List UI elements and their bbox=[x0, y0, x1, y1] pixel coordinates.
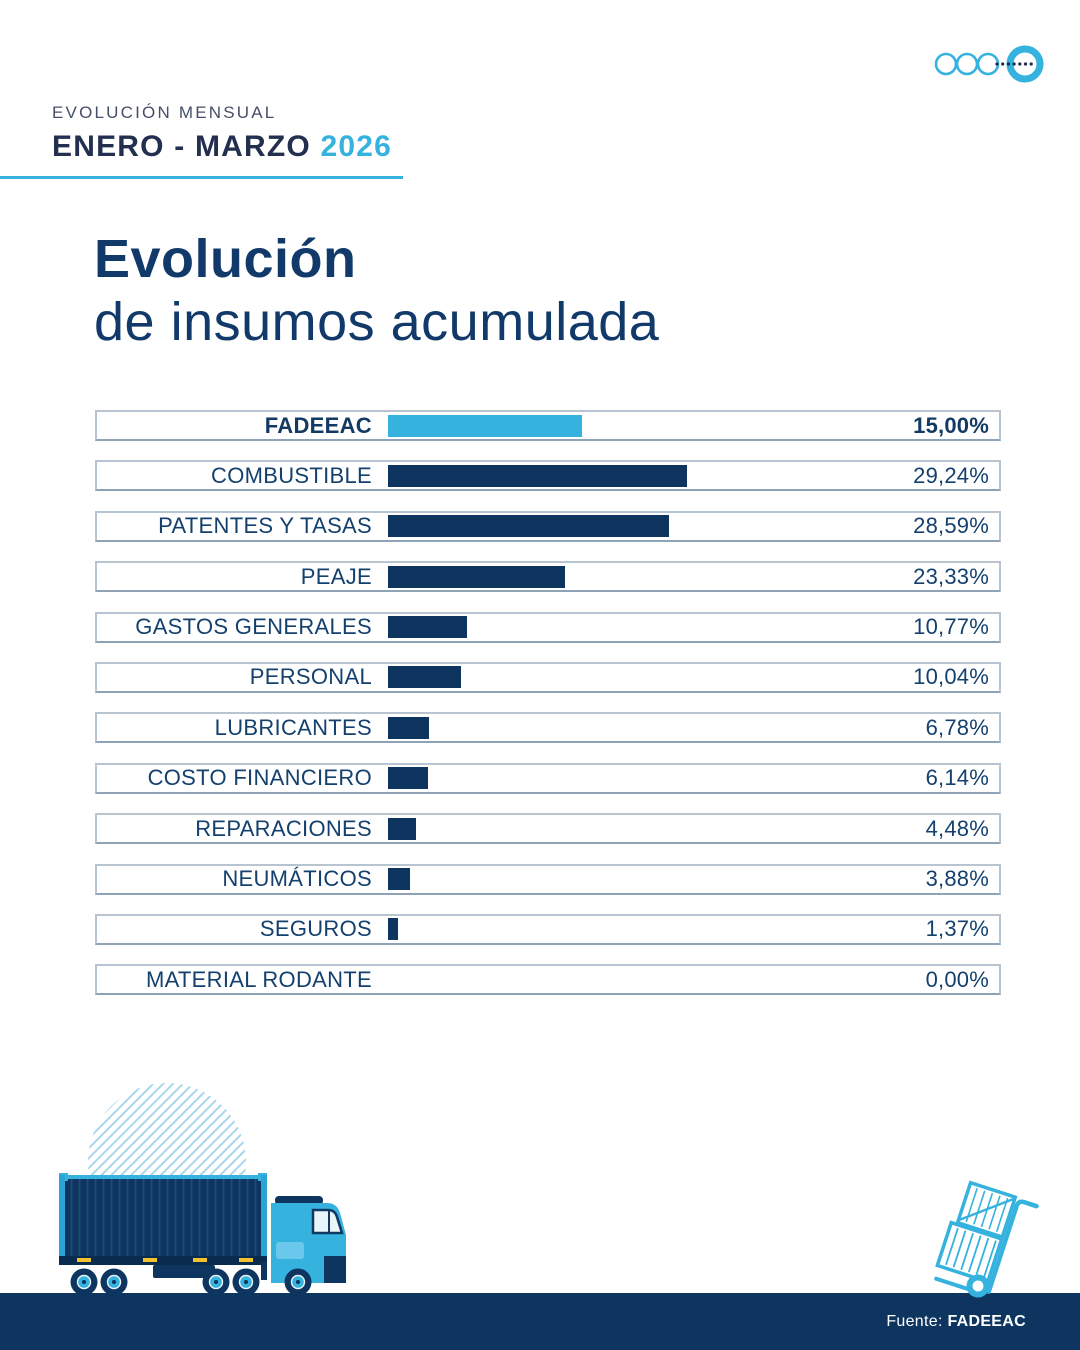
category-label: PATENTES Y TASAS bbox=[158, 513, 372, 539]
category-label: SEGUROS bbox=[259, 916, 372, 942]
bar bbox=[388, 717, 429, 739]
category-label: PERSONAL bbox=[249, 664, 372, 690]
value-label: 29,24% bbox=[913, 462, 989, 488]
period-heading bbox=[52, 130, 392, 164]
bar bbox=[388, 818, 416, 840]
value-label: 6,14% bbox=[925, 765, 989, 791]
bar bbox=[388, 767, 428, 789]
bar bbox=[388, 666, 461, 688]
value-label: 1,37% bbox=[925, 916, 989, 942]
bar bbox=[388, 515, 669, 537]
period-range: ENERO - MARZO bbox=[52, 130, 311, 163]
bar bbox=[388, 616, 467, 638]
page-title bbox=[94, 228, 659, 354]
source-text bbox=[886, 1313, 1026, 1331]
fadeeac-logo-icon bbox=[920, 40, 1060, 90]
truck-illustration bbox=[25, 1072, 365, 1298]
value-label: 15,00% bbox=[913, 412, 989, 438]
kicker-text: EVOLUCIÓN MENSUAL bbox=[52, 103, 277, 122]
value-label: 3,88% bbox=[925, 866, 989, 892]
accent-underline bbox=[0, 176, 403, 179]
chart-row bbox=[95, 914, 1001, 945]
category-label: NEUMÁTICOS bbox=[222, 866, 372, 892]
trailer-container bbox=[59, 1173, 267, 1280]
handtruck-icon bbox=[920, 1168, 1060, 1308]
category-label: LUBRICANTES bbox=[214, 714, 372, 740]
bar-chart bbox=[95, 410, 1001, 1015]
chart-row bbox=[95, 813, 1001, 844]
chart-row bbox=[95, 460, 1001, 491]
category-label: MATERIAL RODANTE bbox=[145, 966, 372, 992]
period-year: 2026 bbox=[320, 130, 393, 163]
title-line2: de insumos acumulada bbox=[94, 292, 660, 352]
source-label: Fuente: bbox=[886, 1312, 943, 1330]
bar bbox=[388, 868, 410, 890]
footer-bar bbox=[0, 1293, 1080, 1350]
category-label: COSTO FINANCIERO bbox=[147, 765, 372, 791]
chart-row bbox=[95, 410, 1001, 441]
bar bbox=[388, 566, 565, 588]
chart-row bbox=[95, 864, 1001, 895]
value-label: 6,78% bbox=[925, 714, 989, 740]
source-value: FADEEAC bbox=[947, 1312, 1026, 1330]
value-label: 0,00% bbox=[925, 966, 989, 992]
bar bbox=[388, 918, 398, 940]
value-label: 23,33% bbox=[913, 563, 989, 589]
value-label: 10,04% bbox=[913, 664, 989, 690]
chart-row bbox=[95, 964, 1001, 995]
value-label: 4,48% bbox=[925, 815, 989, 841]
category-label: COMBUSTIBLE bbox=[211, 462, 372, 488]
value-label: 10,77% bbox=[913, 614, 989, 640]
title-line1: Evolución bbox=[94, 229, 357, 289]
chart-row bbox=[95, 763, 1001, 794]
category-label: PEAJE bbox=[300, 563, 372, 589]
chart-row bbox=[95, 662, 1001, 693]
category-label: REPARACIONES bbox=[195, 815, 372, 841]
category-label: GASTOS GENERALES bbox=[135, 614, 372, 640]
chart-row bbox=[95, 612, 1001, 643]
chart-row bbox=[95, 712, 1001, 743]
value-label: 28,59% bbox=[913, 513, 989, 539]
chart-row bbox=[95, 511, 1001, 542]
truck-cab bbox=[271, 1196, 346, 1283]
chart-row bbox=[95, 561, 1001, 592]
bar bbox=[388, 415, 582, 437]
bar bbox=[388, 465, 687, 487]
category-label: FADEEAC bbox=[264, 412, 372, 438]
